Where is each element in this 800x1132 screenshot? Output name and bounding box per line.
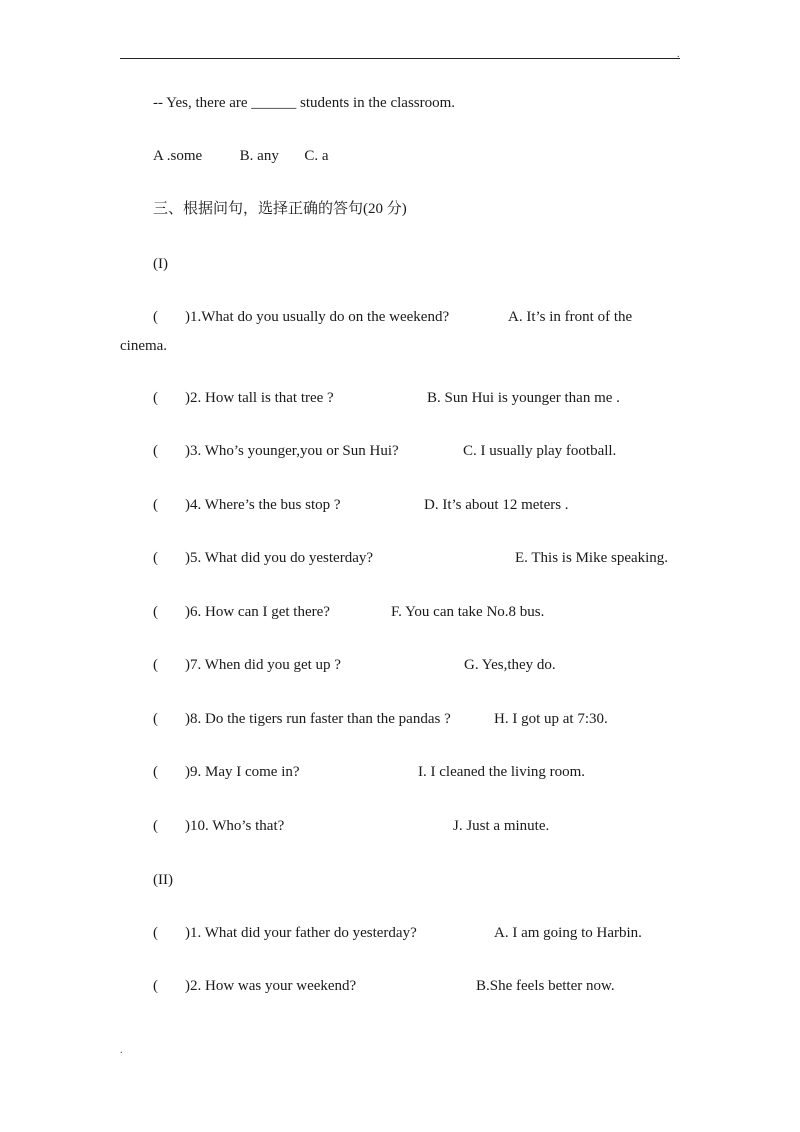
list-item bbox=[153, 924, 417, 942]
question-text: )3. Who’s younger,you or Sun Hui? bbox=[185, 443, 399, 459]
list-item bbox=[153, 817, 284, 835]
answer-option: A. I am going to Harbin. bbox=[494, 925, 642, 941]
list-item bbox=[153, 656, 341, 674]
question-text: )5. What did you do yesterday? bbox=[185, 550, 374, 566]
header-rule bbox=[120, 58, 680, 59]
answer-option-continued: cinema. bbox=[120, 338, 168, 354]
list-item bbox=[153, 308, 449, 326]
question-text: )2. How tall is that tree ? bbox=[185, 390, 334, 406]
answer-paren[interactable]: ( bbox=[153, 657, 158, 673]
list-item bbox=[153, 710, 451, 728]
answer-paren[interactable]: ( bbox=[153, 309, 158, 325]
answer-option: G. Yes,they do. bbox=[464, 657, 556, 673]
answer-paren[interactable]: ( bbox=[153, 390, 158, 406]
list-item bbox=[153, 389, 334, 407]
question-text: )10. Who’s that? bbox=[185, 818, 285, 834]
prev-question-answer-line: -- Yes, there are ______ students in the classroom. bbox=[153, 95, 456, 111]
answer-option: A. It’s in front of the bbox=[508, 309, 633, 325]
footer-dot: . bbox=[120, 1045, 123, 1056]
part-label-2: (II) bbox=[153, 872, 173, 888]
answer-option: J. Just a minute. bbox=[453, 818, 550, 834]
question-text: )1. What did your father do yesterday? bbox=[185, 925, 417, 941]
option-a: A .some bbox=[153, 148, 203, 164]
answer-option: E. This is Mike speaking. bbox=[515, 550, 669, 566]
answer-paren[interactable]: ( bbox=[153, 550, 158, 566]
answer-paren[interactable]: ( bbox=[153, 497, 158, 513]
option-c: C. a bbox=[304, 148, 329, 164]
list-item bbox=[153, 977, 356, 995]
option-b: B. any bbox=[239, 148, 279, 164]
answer-option: H. I got up at 7:30. bbox=[494, 711, 608, 727]
header-dot: . bbox=[677, 49, 680, 60]
question-text: )2. How was your weekend? bbox=[185, 978, 357, 994]
part-label-1: (I) bbox=[153, 256, 168, 272]
list-item bbox=[153, 763, 300, 781]
answer-option: I. I cleaned the living room. bbox=[418, 764, 586, 780]
list-item bbox=[153, 442, 399, 460]
answer-paren[interactable]: ( bbox=[153, 764, 158, 780]
section-title: 三、根据问句，选择正确的答句(20 分) bbox=[153, 201, 407, 217]
question-text: )1.What do you usually do on the weekend? bbox=[185, 309, 450, 325]
answer-paren[interactable]: ( bbox=[153, 978, 158, 994]
question-text: )8. Do the tigers run faster than the pandas ? bbox=[185, 711, 451, 727]
answer-paren[interactable]: ( bbox=[153, 818, 158, 834]
answer-paren[interactable]: ( bbox=[153, 604, 158, 620]
answer-option: B.She feels better now. bbox=[476, 978, 615, 994]
prev-question-options bbox=[153, 147, 329, 165]
answer-paren[interactable]: ( bbox=[153, 443, 158, 459]
question-text: )6. How can I get there? bbox=[185, 604, 330, 620]
question-text: )7. When did you get up ? bbox=[185, 657, 341, 673]
list-item bbox=[153, 549, 373, 567]
question-text: )9. May I come in? bbox=[185, 764, 300, 780]
answer-option: F. You can take No.8 bus. bbox=[391, 604, 545, 620]
list-item bbox=[153, 603, 330, 621]
answer-paren[interactable]: ( bbox=[153, 925, 158, 941]
answer-option: D. It’s about 12 meters . bbox=[424, 497, 569, 513]
list-item bbox=[153, 496, 341, 514]
answer-option: C. I usually play football. bbox=[463, 443, 617, 459]
answer-paren[interactable]: ( bbox=[153, 711, 158, 727]
answer-option: B. Sun Hui is younger than me . bbox=[427, 390, 620, 406]
question-text: )4. Where’s the bus stop ? bbox=[185, 497, 341, 513]
